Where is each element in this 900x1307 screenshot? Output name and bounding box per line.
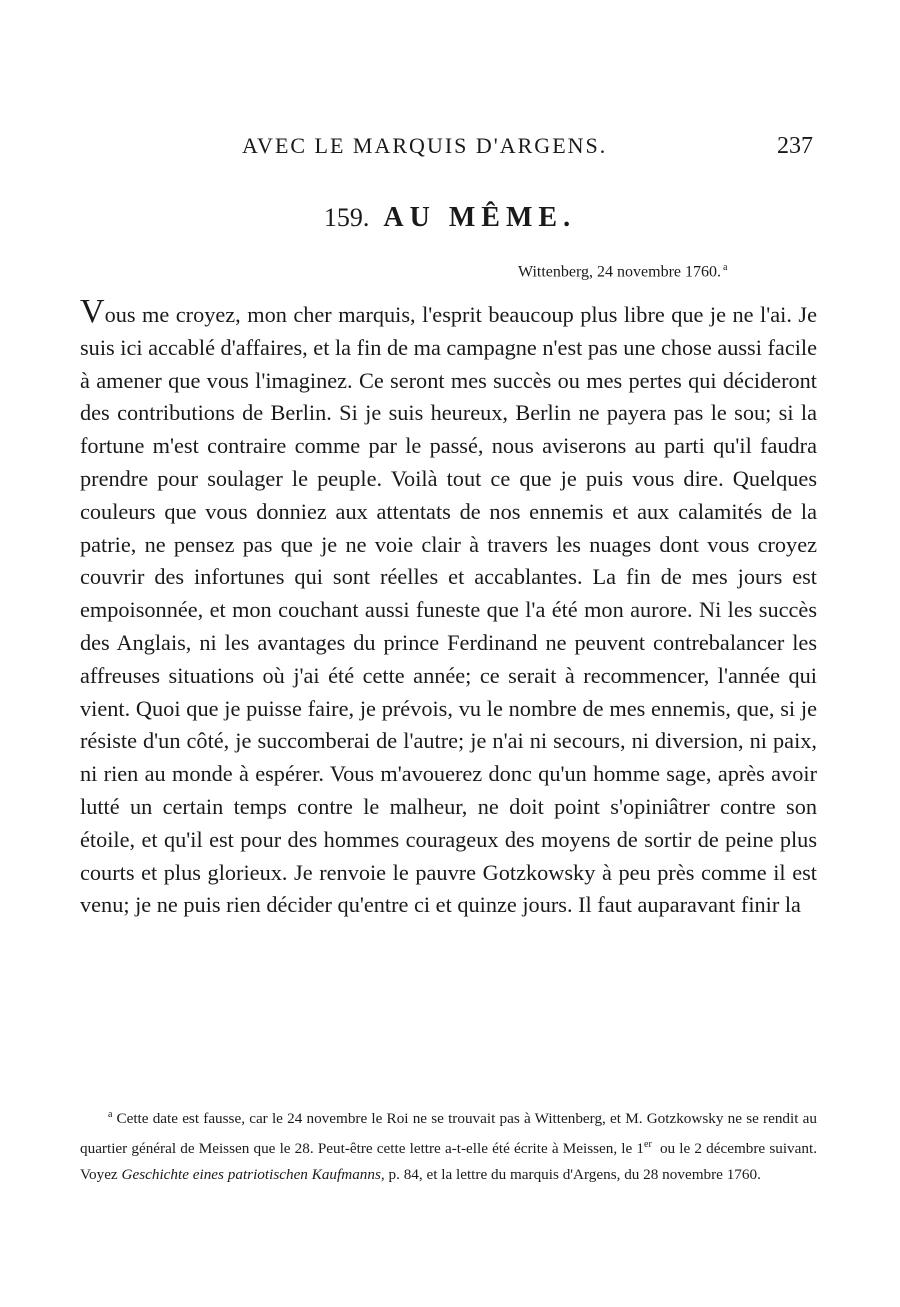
dateline-text: Wittenberg, 24 novembre 1760. (518, 263, 722, 281)
letter-body (80, 293, 817, 922)
dateline (518, 262, 727, 281)
footnote-marker: a (108, 1109, 113, 1120)
letter-body-text: ous me croyez, mon cher marquis, l'esprit beaucoup plus libre que je ne l'ai. Je suis ici accablé d'affaires, et la fin de ma campagne n'est pas une chose aussi facile à amener que vous l'imaginez. Ce seront mes succès ou mes pertes qui décideront des contributions de Berlin. Si je suis heureux, Berlin ne payera pas le sou; si la fortune m'est contraire comme par le passé, nous aviserons au parti qu'il faudra prendre pour soulager le peuple. Voilà tout ce que je puis vous dire. Quelques couleurs que vous donniez aux attentats de nos ennemis et aux calamités de la patrie, ne pensez pas que je ne voie clair à travers les nuages dont vous croyez couvrir des infortunes qui sont réelles et accablantes. La fin de mes jours est empoisonnée, et mon couchant aussi funeste que l'a été mon aurore. Ni les succès des Anglais, ni les avantages du prince Ferdinand ne peuvent contrebalancer les affreuses situations où j'ai été cette année; ce serait à recommencer, l'année qui vient. Quoi que je puisse faire, je prévois, vu le nombre de mes ennemis, que, si je résiste d'un côté, je succomberai de l'autre; je n'ai ni secours, ni diversion, ni paix, ni rien au monde à espérer. Vous m'avouerez donc qu'un homme sage, après avoir lutté un certain temps contre le malheur, ne doit point s'opiniâtrer contre son étoile, et qu'il est pour des hommes courageux des moyens de sortir de peine plus courts et plus glorieux. Je renvoie le pauvre Gotzkowsky à peu près comme il est venu; je ne puis rien décider qu'entre ci et quinze jours. Il faut auparavant finir la (80, 302, 817, 918)
footnote-italic-title: Geschichte eines patriotischen Kaufmanns, (121, 1166, 385, 1184)
letter-heading (0, 202, 900, 234)
footnote-text-2: ou le 2 décembre suivant. Voyez (80, 1140, 817, 1184)
footnote-text-3: p. 84, et la lettre du marquis d'Argens, du 28 novembre 1760. (384, 1166, 761, 1184)
letter-title: AU MÊME. (383, 202, 577, 233)
drop-initial: V (80, 293, 105, 330)
footnote-superscript: er (644, 1139, 652, 1151)
footnote (80, 1102, 817, 1188)
running-head: AVEC LE MARQUIS D'ARGENS. (242, 133, 608, 158)
page-number: 237 (777, 133, 813, 159)
letter-number: 159. (323, 203, 370, 232)
footnote-text-1: Cette date est fausse, car le 24 novembre le Roi ne se trouvait pas à Wittenberg, et M. Gotzkowsky ne se rendit au quartier général de Meissen que le 28. Peut-être cette lettre a-t-elle été écrite à Meissen, le 1 (80, 1110, 817, 1158)
footnote-marker-ref: a (723, 262, 728, 273)
